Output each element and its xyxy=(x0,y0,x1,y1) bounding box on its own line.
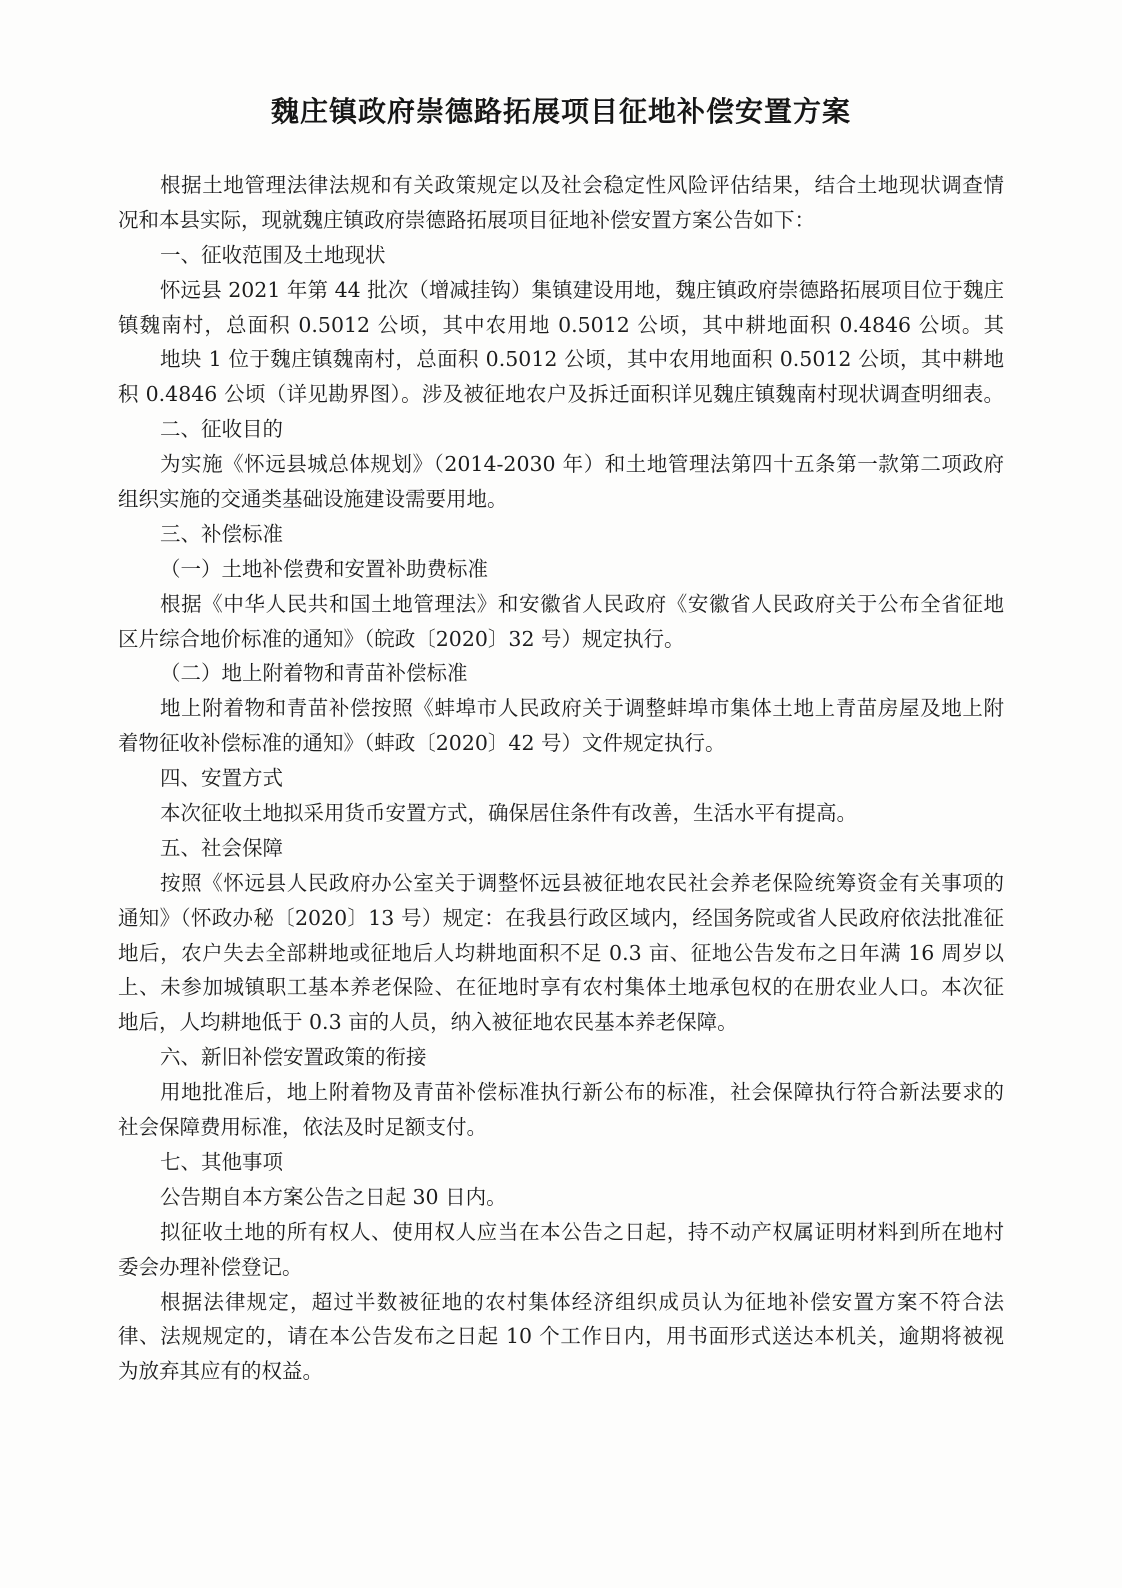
paragraph-line: 三、补偿标准 xyxy=(160,521,283,546)
paragraph-line: 积 0.4846 公顷（详见勘界图）。涉及被征地农户及拆迁面积详见魏庄镇魏南村现状调查明细表。 xyxy=(118,382,1004,407)
paragraph-line: 根据《中华人民共和国土地管理法》和安徽省人民政府《安徽省人民政府关于公布全省征地 xyxy=(160,591,1004,616)
paragraph-line: 本次征收土地拟采用货币安置方式，确保居住条件有改善，生活水平有提高。 xyxy=(160,801,857,826)
paragraph-line: 一、征收范围及土地现状 xyxy=(160,242,386,267)
paragraph-line: 四、安置方式 xyxy=(160,766,283,791)
paragraph-line: 地块 1 位于魏庄镇魏南村，总面积 0.5012 公顷，其中农用地面积 0.5012 公顷，其中耕地 xyxy=(160,347,1004,372)
paragraph-line: 五、社会保障 xyxy=(160,835,283,860)
paragraph-line: 组织实施的交通类基础设施建设需要用地。 xyxy=(118,487,508,512)
paragraph-line: 着物征收补偿标准的通知》（蚌政〔2020〕42 号）文件规定执行。 xyxy=(118,731,726,756)
paragraph-line: 二、征收目的 xyxy=(160,417,283,442)
paragraph-line: 拟征收土地的所有权人、使用权人应当在本公告之日起，持不动产权属证明材料到所在地村 xyxy=(160,1219,1004,1244)
document-body xyxy=(118,168,1004,1389)
paragraph-line: 况和本县实际，现就魏庄镇政府崇德路拓展项目征地补偿安置方案公告如下： xyxy=(118,207,815,232)
paragraph-line: 公告期自本方案公告之日起 30 日内。 xyxy=(160,1184,507,1209)
paragraph-line: 根据法律规定，超过半数被征地的农村集体经济组织成员认为征地补偿安置方案不符合法 xyxy=(160,1289,1004,1314)
paragraph-line: 委会办理补偿登记。 xyxy=(118,1254,303,1279)
paragraph-line: 按照《怀远县人民政府办公室关于调整怀远县被征地农民社会养老保险统筹资金有关事项的 xyxy=(160,870,1004,895)
paragraph-line: 地后，农户失去全部耕地或征地后人均耕地面积不足 0.3 亩、征地公告发布之日年满 16 周岁以 xyxy=(118,940,1004,965)
paragraph-line: 地后，人均耕地低于 0.3 亩的人员，纳入被征地农民基本养老保障。 xyxy=(118,1010,738,1035)
paragraph-line: 六、新旧补偿安置政策的衔接 xyxy=(160,1045,427,1070)
paragraph-line: 为实施《怀远县城总体规划》（2014-2030 年）和土地管理法第四十五条第一款第二项政府 xyxy=(160,452,1004,477)
paragraph-line: 根据土地管理法律法规和有关政策规定以及社会稳定性风险评估结果，结合土地现状调查情 xyxy=(160,173,1004,197)
paragraph-line: 地上附着物和青苗补偿按照《蚌埠市人民政府关于调整蚌埠市集体土地上青苗房屋及地上附 xyxy=(160,696,1004,721)
paragraph-line: 区片综合地价标准的通知》（皖政〔2020〕32 号）规定执行。 xyxy=(118,626,685,651)
paragraph-line: 上、未参加城镇职工基本养老保险、在征地时享有农村集体土地承包权的在册农业人口。本次征 xyxy=(118,975,1004,1000)
paragraph-line: 通知》（怀政办秘〔2020〕13 号）规定：在我县行政区域内，经国务院或省人民政府依法批准征 xyxy=(118,905,1004,930)
paragraph-line: 律、法规规定的，请在本公告发布之日起 10 个工作日内，用书面形式送达本机关，逾期将被视 xyxy=(118,1324,1004,1349)
paragraph-line: 社会保障费用标准，依法及时足额支付。 xyxy=(118,1115,487,1140)
document-title: 魏庄镇政府崇德路拓展项目征地补偿安置方案 xyxy=(270,95,851,128)
paragraph-line: 怀远县 2021 年第 44 批次（增减挂钩）集镇建设用地，魏庄镇政府崇德路拓展项目位于魏庄 xyxy=(160,277,1004,302)
paragraph-line: 为放弃其应有的权益。 xyxy=(118,1359,323,1384)
paragraph-line: （二）地上附着物和青苗补偿标准 xyxy=(160,661,468,686)
paragraph-line: 七、其他事项 xyxy=(160,1149,283,1174)
paragraph-line: （一）土地补偿费和安置补助费标准 xyxy=(160,556,488,581)
paragraph-line: 用地批准后，地上附着物及青苗补偿标准执行新公布的标准，社会保障执行符合新法要求的 xyxy=(160,1080,1004,1105)
paragraph-line: 镇魏南村，总面积 0.5012 公顷，其中农用地 0.5012 公顷，其中耕地面积 0.4846 公顷。其 xyxy=(118,312,1004,337)
